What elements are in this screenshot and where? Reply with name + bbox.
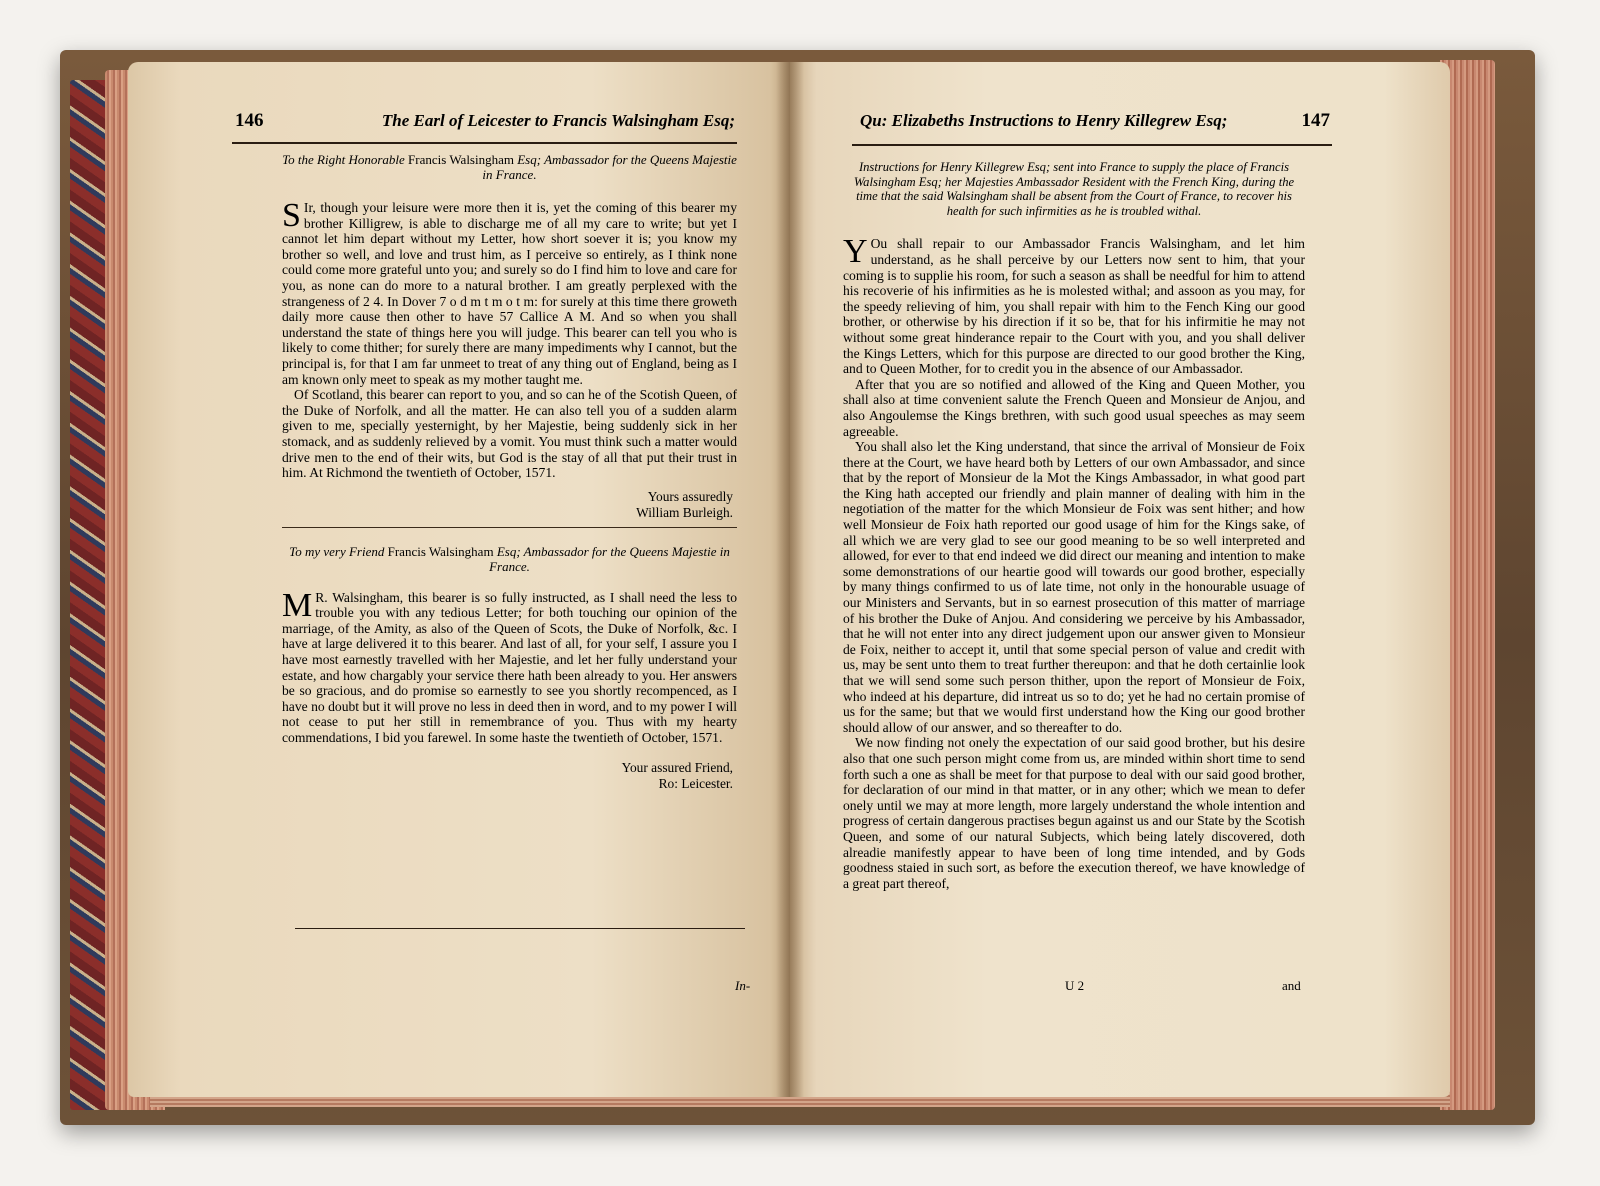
left-text-column — [282, 152, 737, 792]
letter2-paragraph: M R. Walsingham, this bearer is so fully instructed, as I shall need the less to trouble you with any tedious Letter; for both touching our opinion of the marriage, of the Amity, as also of the Queen of Scots, the Duke of Norfolk, &c. I have at large delivered it to this bearer. And last of all, for your self, I assure you I have most earnestly travelled with her Majestie, and let her fully understand your estate, and how chargably your service there hath been already to you. Her answers be so gracious, and do promise so earnestly to see you shortly recompenced, as I have no doubt but it will prove no less in deed then in word, and to my power I will not cease to put her still in remembrance of you. Thus with my hearty commendations, I bid you farewel. In some haste the twentieth of October, 1571. — [282, 586, 737, 746]
letter2-closing: Your assured Friend, — [621, 759, 733, 775]
right-running-title: Qu: Elizabeths Instructions to Henry Killegrew Esq; — [860, 111, 1228, 130]
instructions-heading: Instructions for Henry Killegrew Esq; sent into France to supply the place of Francis Walsingham Esq; her Majesties Ambassador Resident with the French King, during the time that the said Walsingham shall be absent from the Court of France, to recover his health for such infirmities as he is troubled withal. — [853, 160, 1295, 218]
letter1-signature: William Burleigh. — [636, 504, 733, 520]
right-page-number: 147 — [1301, 110, 1330, 131]
right-running-head — [860, 110, 1330, 132]
letter1-heading: To the Right Honorable Francis Walsingham Esq; Ambassador for the Queens Majestie in France. — [282, 152, 737, 182]
instructions-paragraph-4: We now finding not onely the expectation of our said good brother, but his desire also that one such person might come from us, are minded within short time to send forth such a one as shall be meet for that purpose to deal with our said good brother, for declaration of our mind in that matter, or in any other; which we mean to defer onely until we may at more length, more largely understand the whole intention and progress of certain dangerous practises begun against us and our State by the Scotish Queen, and some of our natural Subjects, which being lately discovered, doth alreadie manifestly appear to have been of long time intended, and by Gods goodness staied in such sort, as before the execution thereof, we have knowledge of a great part thereof, — [843, 735, 1305, 891]
letter1-paragraph-1: S Ir, though your leisure were more then it is, yet the coming of this bearer my brother Killigrew, is able to discharge me of all my care to write; but yet I cannot let him depart without my Letter, how short soever it is; you know my brother so well, and love and trust him, as I perceive so entirely, as I think none could come more grateful unto you; and surely so do I find him to love and care for you, as none can do more to a natural brother. I am greatly perplexed with the strangeness of 2 4. In Dover 7 o d m t m o t m: for surely at this time there groweth daily more cause then other to have 57 Callice A M. And so when you shall understand the state of things here you will judge. This bearer can tell you who is likely to come thither; for surely there are many impediments why I cannot, but the principal is, for that I am far unmeet to treat of any thing out of England, being as I am known only meet to speak as my mother taught me. — [282, 197, 737, 387]
left-head-rule — [232, 142, 737, 144]
letter-divider — [282, 527, 737, 528]
left-catchword: In- — [735, 978, 751, 993]
right-head-rule — [852, 144, 1332, 146]
instructions-paragraph-2: After that you are so notified and allowed of the King and Queen Mother, you shall also at time convenient salute the French Queen and Monsieur de Anjou, and also Angoulemse the Kings brethren, with such good usual speeches as may seem agreeable. — [843, 376, 1305, 439]
instructions-paragraph-3: You shall also let the King understand, that since the arrival of Monsieur de Foix there at the Court, we have heard both by Letters of our own Ambassador, and since that by the report of Monsieur de la Mot the Kings Ambassador, in what good part the King hath accepted our friendly and plain manner of dealing with him in the negotiation of the matter for the which Monsieur de Foix was sent hither; and how well Monsieur de Foix hath reported our good usage of him for the Kings sake, of all which we are very glad to see our good meaning to be so well interpreted and allowed, for ever to that end indeed we did direct our meaning and intention to make some demonstrations of our heartie good will towards our good brother, especially by many things confirmed to us of late time, not only in the honourable usuage of our Ministers and Servants, but in so earnest prosecution of this matter of marriage of his brother the Duke of Anjou. And considering we perceive by his Ambassador, that he will not enter into any direct judgement upon our answer given to Monsieur de Foix, neither to accept it, until that some special person of value and credit with us, may be sent unto them to treat further thereupon: and that he doth certainlie look that we will send some such person thither, upon the report of Monsieur de Foix, who indeed at his departure, did intreat us so to do; yet he had no certain promise of us for the same; but that we would first understand how the King our good brother should allow of our answer, and so thereafter to do. — [843, 439, 1305, 735]
left-running-head — [235, 110, 735, 132]
letter2-heading: To my very Friend Francis Walsingham Esq; Ambassador for the Queens Majestie in France. — [289, 543, 730, 574]
letter1-paragraph-2: Of Scotland, this bearer can report to you, and so can he of the Scotish Queen, of the Duke of Norfolk, and all the matter. He can also tell you of a sudden alarm given to me, specially yesternight, by her Majestie, being suddenly sick in her stomack, and as suddenly relieved by a vomit. You must think such a matter would drive men to the end of their wits, but God is the stay of all that put their trust in him. At Richmond the twentieth of October, 1571. — [282, 387, 737, 481]
instructions-paragraph-1: Y Ou shall repair to our Ambassador Francis Walsingham, and let him understand, as he shall perceive by our Letters now sent to him, that your coming is to supplie his room, for such a season as shall be needful for him to attend his recoverie of his infirmities as he is molested withal; and assoon as you may, for the speedy relieving of him, you shall repair with him to the Fench King our good brother, or otherwise by his direction if it so be, that for his infirmitie he may not without some great hinderance repair to the Court with you, and you shall deliver the Kings Letters, which for this purpose are directed to our good brother the King, and to Queen Mother, for to credit you in the absence of our Ambassador. — [843, 233, 1305, 377]
right-text-column — [843, 160, 1305, 891]
left-foot-rule — [295, 928, 745, 929]
left-page-number: 146 — [235, 110, 264, 131]
right-catchword: and — [1282, 978, 1301, 993]
signature-mark: U 2 — [1065, 978, 1085, 993]
letter2-signature: Ro: Leicester. — [658, 775, 733, 791]
book-gutter — [776, 62, 804, 1097]
letter1-closing: Yours assuredly — [647, 488, 733, 504]
left-running-title: The Earl of Leicester to Francis Walsingham Esq; — [381, 111, 735, 130]
